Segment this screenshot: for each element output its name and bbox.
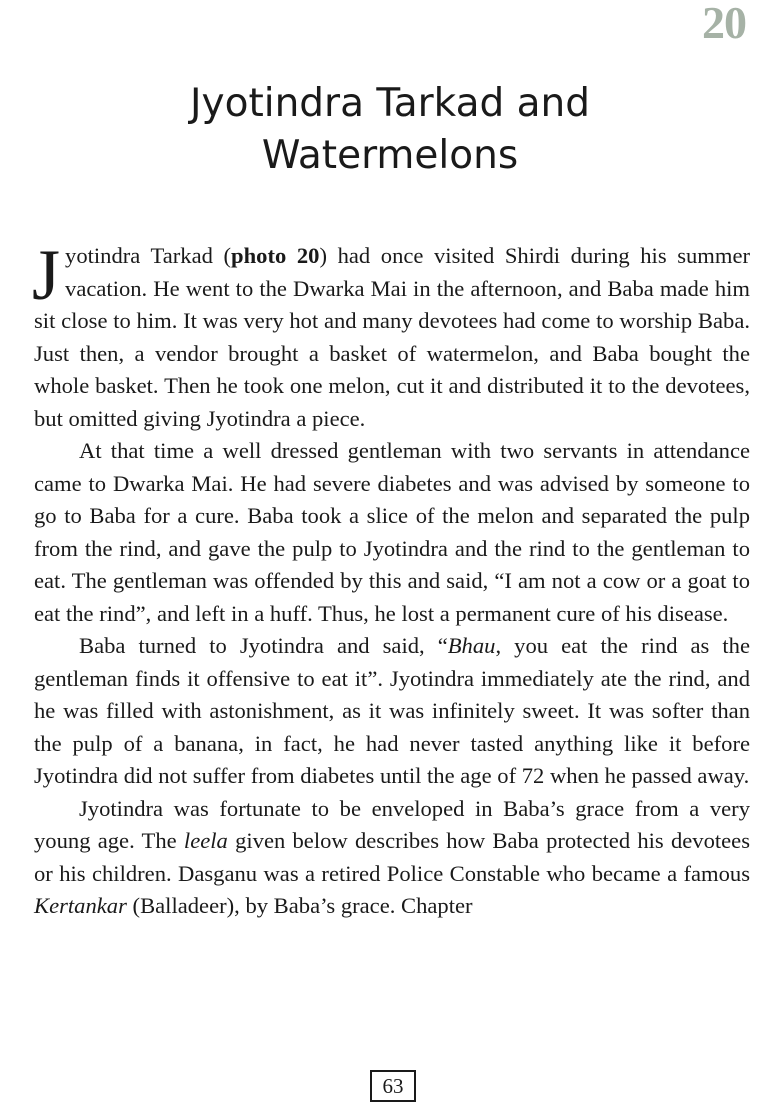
- paragraph-3: [34, 630, 750, 793]
- paragraph-1-text-b: ) had once visited Shirdi during his summer vacation. He went to the Dwarka Mai in the afternoon, and Baba made him sit close to him. It was very hot and many devotees had come to worship Baba. Just then, a vendor brought a basket of watermelon, and Baba bought the whole basket. Then he took one melon, cut it and distributed it to the devotees, but omitted giving Jyotindra a piece.: [34, 243, 750, 431]
- paragraph-1-text-a: yotindra Tarkad (: [65, 243, 232, 268]
- drop-cap: J: [32, 235, 61, 315]
- paragraph-4-text-b: given below describes how Baba protected his devotees or his children. Dasganu was a retired Police Constable who became a famous: [34, 828, 750, 886]
- chapter-title-line-1: Jyotindra Tarkad and: [190, 81, 590, 126]
- paragraph-3-text-a: Baba turned to Jyotindra and said, “: [79, 633, 448, 658]
- page-number: 63: [370, 1070, 416, 1102]
- chapter-number: 20: [702, 0, 746, 48]
- chapter-title: [0, 78, 780, 182]
- paragraph-4-text-c: (Balladeer), by Baba’s grace. Chapter: [126, 893, 473, 918]
- italic-kertankar: Kertankar: [34, 893, 127, 918]
- paragraph-4-text-a: Jyotindra was fortunate to be enveloped in Baba’s grace from a very young age. The: [34, 795, 750, 853]
- paragraph-3-text-b: , you eat the rind as the gentleman finds it offensive to eat it”. Jyotindra immediately ate the rind, and he was filled with astonishment, as it was infinitely sweet. It was softer than the pulp of a banana, in fact, he had never tasted anything like it before Jyotindra did not suffer from diabetes until the age of 72 when he passed away.: [34, 633, 750, 788]
- body-text: [32, 235, 750, 923]
- italic-leela: leela: [183, 828, 228, 853]
- chapter-title-line-2: Watermelons: [261, 133, 519, 178]
- paragraph-4: [34, 793, 750, 923]
- photo-reference: photo 20: [231, 243, 320, 268]
- paragraph-1: [32, 235, 750, 435]
- italic-bhau: Bhau: [447, 633, 496, 658]
- paragraph-2: At that time a well dressed gentleman with two servants in attendance came to Dwarka Mai. He had severe diabetes and was advised by someone to go to Baba for a cure. Baba took a slice of the melon and separated the pulp from the rind, and gave the pulp to Jyotindra and the rind to the gentleman to eat. The gentleman was offended by this and said, “I am not a cow or a goat to eat the rind”, and left in a huff. Thus, he lost a permanent cure of his disease.: [34, 438, 750, 626]
